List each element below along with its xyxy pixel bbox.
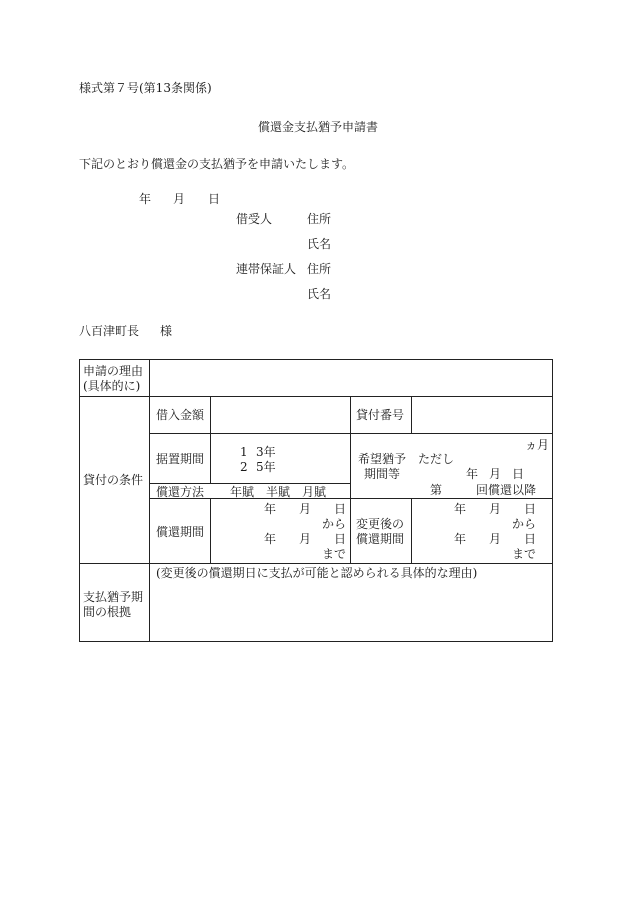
grace-option-1-value: 3年 (256, 445, 276, 459)
grace-option-2-value: 5年 (256, 460, 276, 474)
changed-start-day: 日 (524, 502, 537, 516)
desired-month: 月 (489, 467, 502, 481)
changed-end-day: 日 (524, 532, 537, 546)
guarantor-address-label: 住所 (307, 262, 332, 276)
desired-day: 日 (512, 467, 525, 481)
changed-end-month: 月 (489, 532, 502, 546)
changed-start-month: 月 (489, 502, 502, 516)
period-end-month: 月 (299, 532, 312, 546)
period-end-day: 日 (334, 532, 347, 546)
grace-option-2-number: 2 (240, 460, 248, 474)
repayment-method-options: 年賦 半賦 月賦 (230, 485, 327, 499)
basis-note: (変更後の償還期日に支払が可能と認められる具体的な理由) (156, 566, 478, 580)
date-day: 日 (208, 192, 221, 206)
borrower-address-label: 住所 (307, 212, 332, 226)
document-title: 償還金支払猶予申請書 (258, 120, 379, 134)
date-month: 月 (173, 192, 186, 206)
desired-period-label-line1: 希望猶予 (358, 452, 407, 466)
borrower-name-label: 氏名 (307, 237, 332, 251)
grace-period-label: 据置期間 (156, 452, 205, 466)
period-start-month: 月 (299, 502, 312, 516)
reason-label-line1: 申請の理由 (83, 364, 144, 378)
desired-year: 年 (466, 467, 479, 481)
dai-text: 第 (430, 483, 443, 497)
changed-period-label-line2: 償還期間 (356, 532, 405, 546)
desired-period-label-line2: 期間等 (364, 467, 401, 481)
addressee-honorific: 様 (160, 324, 173, 338)
grace-option-1-number: 1 (240, 445, 248, 459)
loan-amount-label: 借入金額 (156, 408, 205, 422)
repayment-method-label: 償還方法 (156, 485, 205, 499)
tadashi-text: ただし (418, 452, 455, 466)
period-until: まで (322, 547, 347, 561)
date-year: 年 (139, 192, 152, 206)
addressee-town: 八百津町長 (79, 324, 140, 338)
period-from: から (322, 517, 347, 531)
borrower-label: 借受人 (236, 212, 273, 226)
conditions-label: 貸付の条件 (83, 473, 144, 487)
period-start-day: 日 (334, 502, 347, 516)
changed-until: まで (512, 547, 537, 561)
form-number: 様式第７号(第13条関係) (79, 81, 212, 95)
changed-from: から (512, 517, 537, 531)
after-repayment-text: 回償還以降 (476, 483, 537, 497)
period-end-year: 年 (264, 532, 277, 546)
changed-period-label-line1: 変更後の (356, 517, 405, 531)
intro-text: 下記のとおり償還金の支払猶予を申請いたします。 (79, 157, 355, 171)
changed-start-year: 年 (454, 502, 467, 516)
period-start-year: 年 (264, 502, 277, 516)
reason-label-line2: (具体的に) (83, 379, 141, 393)
loan-number-label: 貸付番号 (356, 408, 405, 422)
months-unit: ヵ月 (525, 438, 550, 452)
repayment-period-label: 償還期間 (156, 525, 205, 539)
changed-end-year: 年 (454, 532, 467, 546)
basis-label-line1: 支払猶予期 (83, 590, 144, 604)
guarantor-name-label: 氏名 (307, 287, 332, 301)
basis-label-line2: 間の根拠 (83, 605, 132, 619)
guarantor-label: 連帯保証人 (236, 262, 297, 276)
